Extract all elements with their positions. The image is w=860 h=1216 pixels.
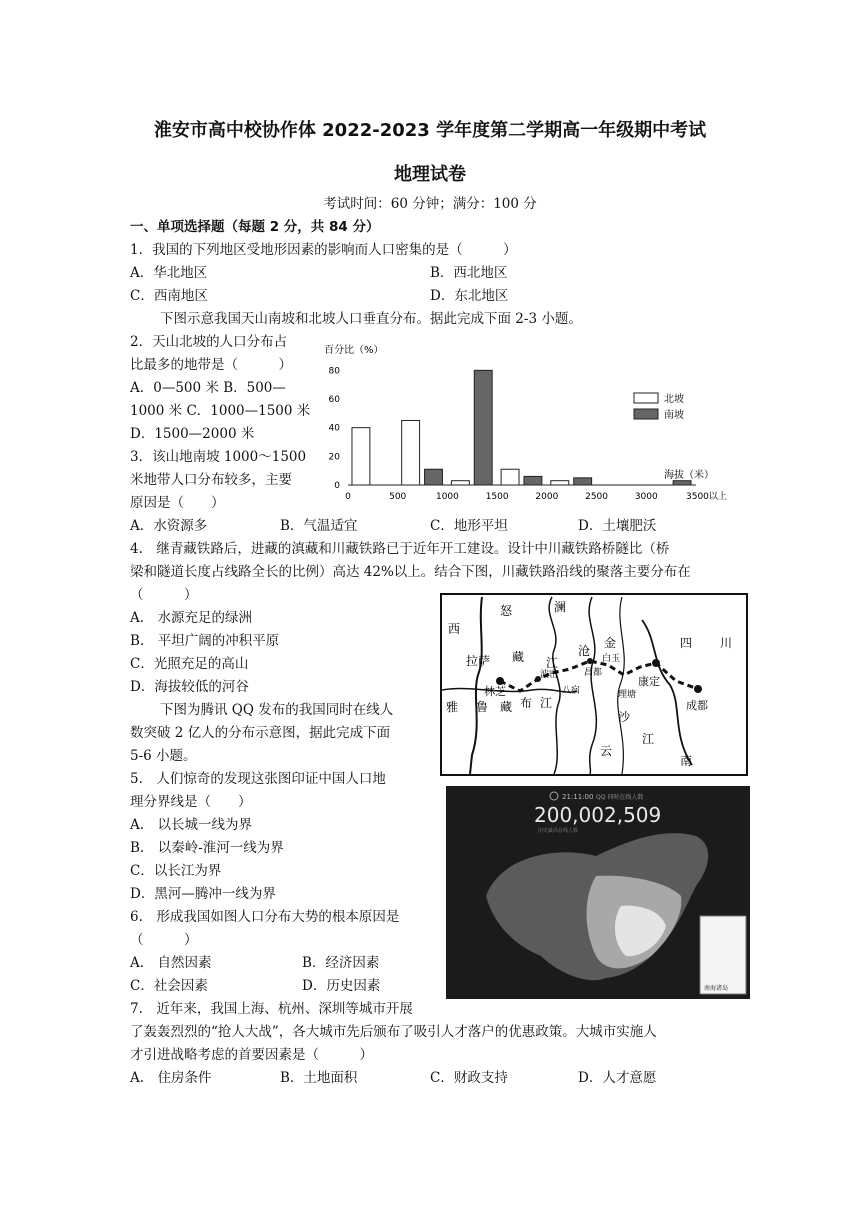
exam-subtitle: 地理试卷 [394,164,466,185]
chengdu-dot [694,685,702,693]
q1-option-b: B．西北地区 [430,265,508,281]
south-china-sea-inset [700,916,746,994]
chart-xlabel: 海拔（米） [664,470,714,481]
x-tick-label: 3000 [634,492,658,502]
bar-north-slope [402,421,420,486]
q7-option-c: C．财政支持 [430,1070,508,1086]
map-label: 沙 [618,710,631,724]
q5-option-b: B. 以秦岭-淮河一线为界 [130,840,284,856]
map-label: 白玉 [602,654,621,664]
q3-line: 原因是（ ） [130,495,225,511]
bar-north-slope [451,481,469,485]
y-tick-label: 20 [328,452,340,463]
kangding-dot [652,659,660,667]
q5-option-c: C．以长江为界 [130,863,222,879]
q2-line: D．1500—2000 米 [130,426,255,442]
q6-stem: 6. 形成我国如图人口分布大势的根本原因是 [130,909,400,925]
y-tick-label: 40 [328,423,340,434]
x-tick-label: 0 [345,492,351,502]
section-heading: 一、单项选择题（每题 2 分，共 84 分） [130,219,380,235]
map-label: 澜 [554,600,567,614]
x-tick-label: 2500 [585,492,609,502]
y-tick-label: 60 [328,395,340,405]
q2-line: 比最多的地带是（ ） [130,357,292,373]
q6-stem: （ ） [130,932,198,948]
map-label: 川 [720,636,733,650]
q4-stem: 梁和隧道长度占线路全长的比例）高达 42%以上。结合下图，川藏铁路沿线的聚落主要分布在 [130,564,691,580]
map-label: 成都 [686,699,708,712]
map-label: 理塘 [618,690,637,700]
bar-south-slope [425,469,443,485]
y-tick-label: 80 [328,366,340,377]
map-label: 林芝 [484,685,506,698]
x-tick-label: 1500 [485,492,509,502]
intro-5-6: 5-6 小题。 [130,748,197,764]
q2-line: A．0—500 米 B．500— [130,380,286,396]
bar-south-slope [673,481,691,485]
q1-option-d: D．东北地区 [430,288,509,304]
legend-swatch-north [634,393,658,403]
map-label: 云 [600,744,613,758]
q2-line: 2．天山北坡的人口分布占 [130,334,288,350]
q6-option-d: D．历史因素 [302,978,381,994]
legend-swatch-south [634,409,658,419]
exam-title: 淮安市高中校协作体 2022-2023 学年度第二学期高一年级期中考试 [153,120,707,141]
q7-option-b: B．土地面积 [280,1070,358,1086]
map-label: 金 [604,636,617,650]
river-line [618,597,625,774]
legend-label-north: 北坡 [664,394,684,405]
bar-chart-svg [318,338,727,510]
bar-north-slope [352,428,370,485]
q3-option-b: B．气温适宜 [280,518,358,534]
qq-caption: QQ 同时在线人数 [596,794,644,801]
map-label: 江 [546,656,559,670]
railway-map-svg [442,595,746,774]
q5-option-a: A. 以长城一线为界 [130,817,253,833]
q7-option-a: A. 住房条件 [130,1070,212,1086]
changdu-dot [587,658,593,664]
bar-south-slope [574,478,592,485]
lancang-river-line [549,597,560,774]
map-label: 怒 [500,604,513,618]
map-label: 四 [680,636,693,650]
map-label: 江 [540,696,553,710]
q1-stem: 1．我国的下列地区受地形因素的影响而人口密集的是（ ） [130,242,517,258]
q1-option-c: C．西南地区 [130,288,208,304]
q7-option-d: D．人才意愿 [578,1070,657,1086]
y-tick-label: 0 [334,481,340,491]
nu-river-line [470,597,482,774]
q6-option-c: C．社会因素 [130,978,208,994]
q4-option-a: A. 水源充足的绿洲 [130,610,253,626]
intro-5-6: 数突破 2 亿人的分布示意图，据此完成下面 [130,725,391,741]
bar-south-slope [524,476,542,485]
q5-stem: 理分界线是（ ） [130,794,252,810]
q3-option-c: C．地形平坦 [430,518,508,534]
map-label: 布 [520,696,533,710]
map-label: 波密 [540,670,559,680]
x-tick-label: 1000 [435,492,459,502]
q5-stem: 5. 人们惊奇的发现这张图印证中国人口地 [130,771,386,787]
jinsha-river-line [589,597,596,774]
map-label: 雅 [446,700,459,714]
map-label: 鲁 [476,700,489,714]
map-label: 八宿 [562,686,581,696]
population-bar-chart [318,338,727,510]
bar-south-slope [474,370,492,485]
yarlung-river-line [442,689,577,693]
qq-online-map-image [446,786,750,999]
intro-5-6: 下图为腾讯 QQ 发布的我国同时在线人 [160,702,394,718]
q7-stem: 才引进战略考虑的首要因素是（ ） [130,1047,373,1063]
qq-time: 21:11:00 [562,793,594,801]
q7-stem: 7. 近年来，我国上海、杭州、深圳等城市开展 [130,1001,413,1017]
map-label: 拉萨 [466,654,491,668]
map-label: 西 [448,622,461,636]
inset-label: 南海诸岛 [704,985,729,992]
map-label: 藏 [512,650,525,664]
map-label: 南 [680,754,693,768]
q4-option-b: B. 平坦广阔的冲积平原 [130,633,280,649]
q4-option-d: D．海拔较低的河谷 [130,679,249,695]
qq-map-svg [446,786,750,999]
q1-option-a: A．华北地区 [130,265,208,281]
map-label: 藏 [500,700,513,714]
exam-info: 考试时间：60 分钟；满分：100 分 [323,196,537,212]
sichuan-tibet-railway-map [440,593,748,776]
legend-label-south: 南坡 [664,410,684,421]
map-label: 康定 [638,675,660,688]
q4-stem: 4. 继青藏铁路后，进藏的滇藏和川藏铁路已于近年开工建设。设计中川藏铁路桥隧比（桥 [130,541,670,557]
x-tick-label: 500 [389,492,407,502]
q3-line: 米地带人口分布较多，主要 [130,472,292,488]
q2-line: 1000 米 C．1000—1500 米 [130,403,311,419]
bar-north-slope [551,481,569,485]
q6-option-b: B．经济因素 [302,955,380,971]
map-label: 沧 [578,644,591,658]
q7-stem: 了轰轰烈烈的“抢人大战”，各大城市先后颁布了吸引人才落户的优惠政策。大城市实施人 [130,1024,657,1040]
map-label: 昌都 [584,668,603,678]
map-label: 江 [642,732,655,746]
q3-option-a: A．水资源多 [130,518,208,534]
qq-counter: 200,002,509 [534,803,662,827]
intro-2-3: 下图示意我国天山南坡和北坡人口垂直分布。据此完成下面 2-3 小题。 [160,311,582,327]
q4-stem: （ ） [130,587,198,603]
x-tick-label: 3500以上 [686,492,727,502]
qq-sub-caption: 历史最高在线人数 [538,828,579,834]
q3-option-d: D．土壤肥沃 [578,518,657,534]
x-tick-label: 2000 [535,492,559,502]
q5-option-d: D．黑河—腾冲一线为界 [130,886,276,902]
q4-option-c: C．光照充足的高山 [130,656,249,672]
bar-north-slope [501,469,519,485]
q3-line: 3．该山地南坡 1000～1500 [130,449,307,465]
lhasa-dot [496,677,504,685]
chart-ylabel: 百分比（%） [324,345,384,356]
q6-option-a: A. 自然因素 [130,955,212,971]
